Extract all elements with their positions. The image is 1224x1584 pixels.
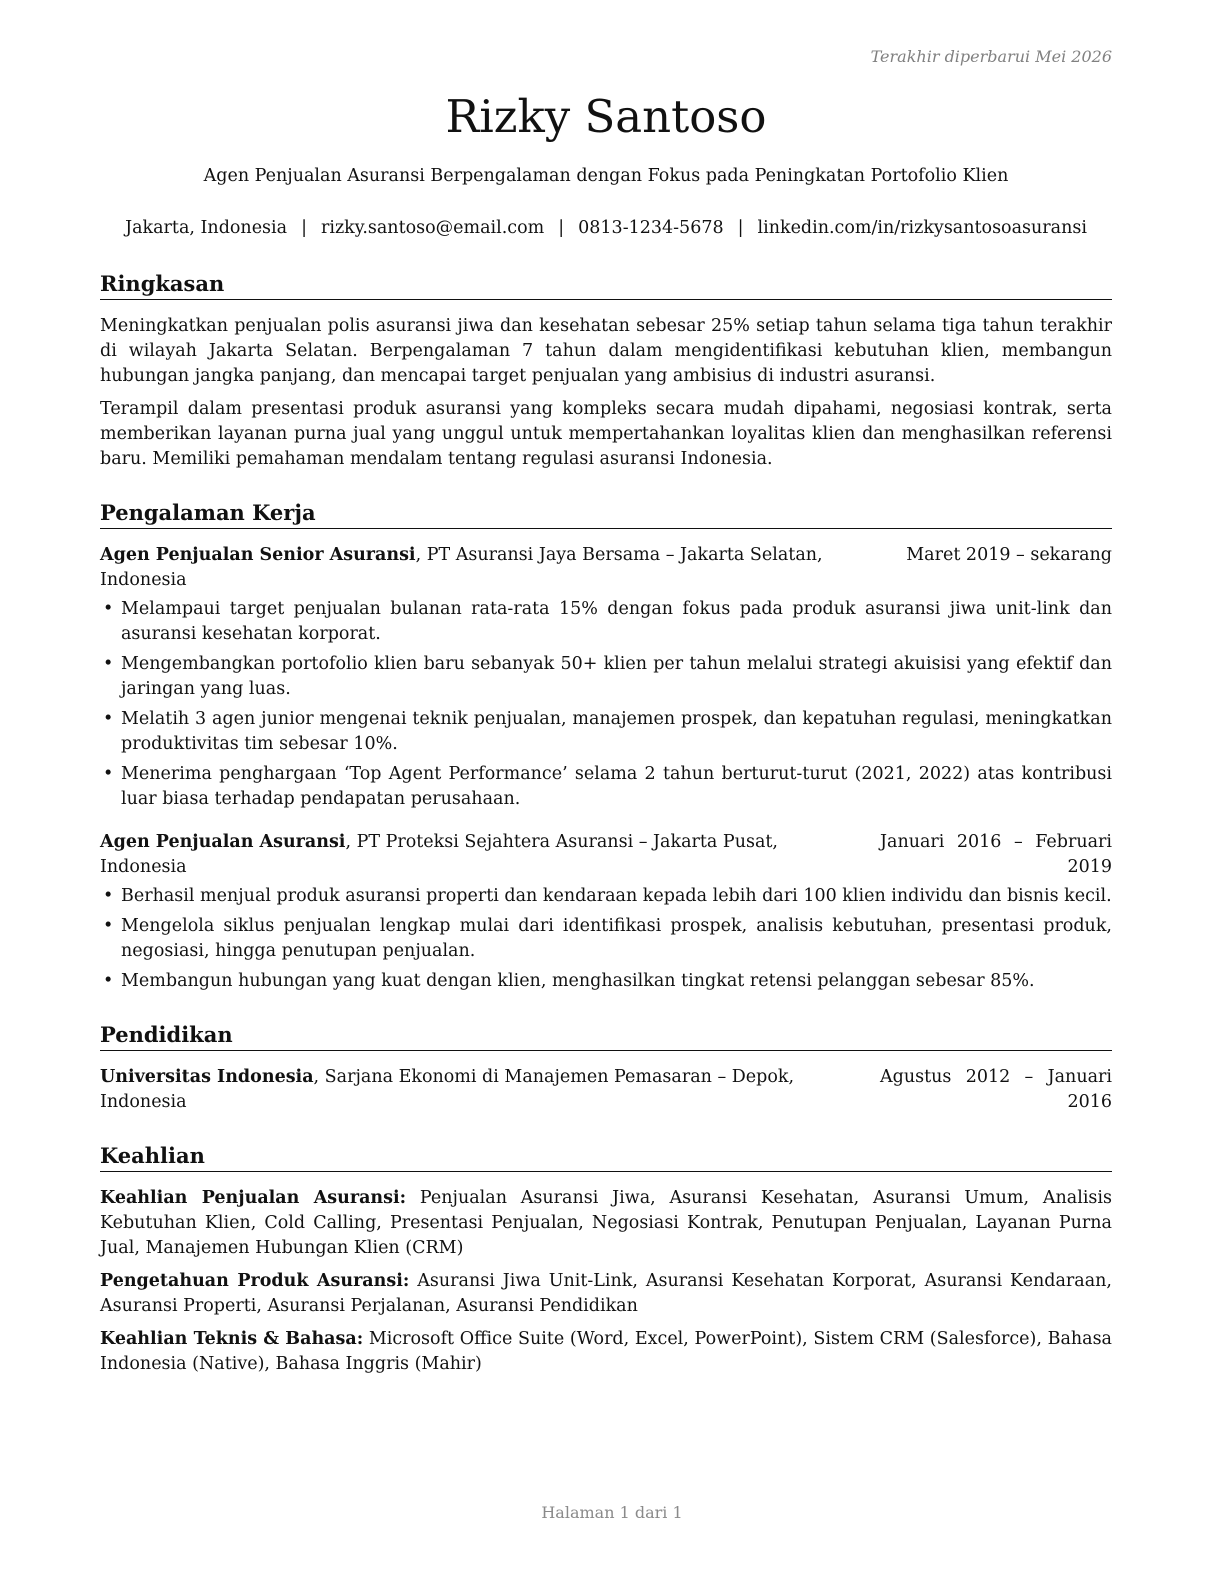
job-role-company: [100, 543, 882, 593]
job-company: , PT Asuransi Jaya Bersama – Jakarta Selatan, Indonesia: [100, 545, 823, 590]
contact-line: [100, 216, 1112, 241]
contact-separator: |: [558, 218, 565, 238]
summary-paragraph: Meningkatkan penjualan polis asuransi jiwa dan kesehatan sebesar 25% setiap tahun selama tiga tahun terakhir di wilayah Jakarta Selatan. Berpengalaman 7 tahun dalam mengidentifikasi kebutuhan klien, membangun hubungan jangka panjang, dan mencapai target penjualan yang ambisius di industri asuransi.: [100, 316, 1112, 386]
job-entry: [100, 830, 1112, 994]
job-role: Agen Penjualan Senior Asuransi: [100, 545, 416, 565]
list-item: [100, 652, 1112, 702]
job-entry: [100, 543, 1112, 812]
bullet-text: Mengembangkan portofolio klien baru sebanyak 50+ klien per tahun melalui strategi akuisisi yang efektif dan jaringan yang luas.: [121, 654, 1112, 699]
skill-text: Penjualan Asuransi Jiwa, Asuransi Kesehatan, Asuransi Umum, Analisis Kebutuhan Klien, Cold Calling, Presentasi Penjualan, Negosiasi Kontrak, Penutupan Penjualan, Layanan Purna Jual, Manajemen Hubungan Klien (CRM): [100, 1188, 1112, 1258]
bullet-icon: •: [103, 599, 114, 619]
job-company: , PT Proteksi Sejahtera Asuransi – Jakarta Pusat, Indonesia: [100, 832, 778, 877]
last-updated-note: Terakhir diperbarui Mei 2026: [870, 47, 1112, 66]
job-role-company: [100, 830, 856, 880]
contact-separator: |: [737, 218, 744, 238]
list-item: [100, 884, 1112, 909]
list-item: [100, 707, 1112, 757]
bullet-text: Membangun hubungan yang kuat dengan klien, menghasilkan tingkat retensi pelanggan sebesar 85%.: [121, 971, 1035, 991]
job-role: Agen Penjualan Asuransi: [100, 832, 346, 852]
job-dates: Maret 2019 – sekarang: [906, 545, 1112, 565]
section-title-skills: Keahlian: [100, 1143, 1112, 1172]
job-dates: Januari 2016 – Februari 2019: [880, 832, 1112, 877]
contact-location: Jakarta, Indonesia: [125, 218, 288, 238]
education-dates: Agustus 2012 – Januari 2016: [880, 1067, 1112, 1112]
resume-page: [100, 86, 1112, 1385]
job-header: [100, 830, 1112, 880]
education-school: Universitas Indonesia: [100, 1067, 314, 1087]
skill-group: [100, 1186, 1112, 1261]
list-item: [100, 969, 1112, 994]
bullet-text: Melatih 3 agen junior mengenai teknik penjualan, manajemen prospek, dan kepatuhan regulasi, meningkatkan produktivitas tim sebesar 10%.: [121, 709, 1112, 754]
bullet-icon: •: [103, 886, 114, 906]
education-degree: , Sarjana Ekonomi di Manajemen Pemasaran – Depok, Indonesia: [100, 1067, 795, 1112]
bullet-text: Melampaui target penjualan bulanan rata-rata 15% dengan fokus pada produk asuransi jiwa unit-link dan asuransi kesehatan korporat.: [121, 599, 1112, 644]
contact-linkedin[interactable]: linkedin.com/in/rizkysantosoasuransi: [757, 218, 1087, 238]
summary-paragraph: Terampil dalam presentasi produk asuransi yang kompleks secara mudah dipahami, negosiasi kontrak, serta memberikan layanan purna jual yang unggul untuk mempertahankan loyalitas klien dan menghasilkan referensi baru. Memiliki pemahaman mendalam tentang regulasi asuransi Indonesia.: [100, 399, 1112, 469]
skill-group: [100, 1269, 1112, 1319]
section-title-summary: Ringkasan: [100, 271, 1112, 300]
bullet-icon: •: [103, 916, 114, 936]
skill-label: Keahlian Teknis & Bahasa:: [100, 1329, 364, 1349]
education-school-degree: [100, 1065, 856, 1115]
page-number: Halaman 1 dari 1: [541, 1503, 683, 1522]
bullet-icon: •: [103, 654, 114, 674]
job-header: [100, 543, 1112, 593]
skill-group: [100, 1327, 1112, 1377]
bullet-icon: •: [103, 764, 114, 784]
list-item: [100, 914, 1112, 964]
contact-separator: |: [301, 218, 307, 238]
list-item: [100, 762, 1112, 812]
section-title-education: Pendidikan: [100, 1022, 1112, 1051]
list-item: [100, 597, 1112, 647]
bullet-text: Menerima penghargaan ‘Top Agent Performance’ selama 2 tahun berturut-turut (2021, 2022) atas kontribusi luar biasa terhadap pendapatan perusahaan.: [121, 764, 1112, 809]
skill-label: Pengetahuan Produk Asuransi:: [100, 1271, 410, 1291]
contact-phone: 0813-1234-5678: [578, 218, 724, 238]
skill-label: Keahlian Penjualan Asuransi:: [100, 1188, 407, 1208]
tagline: Agen Penjualan Asuransi Berpengalaman dengan Fokus pada Peningkatan Portofolio Klien: [203, 166, 1009, 186]
job-bullets: [100, 597, 1112, 812]
candidate-name: Rizky Santoso: [445, 90, 767, 143]
skill-text: Asuransi Jiwa Unit-Link, Asuransi Kesehatan Korporat, Asuransi Kendaraan, Asuransi Properti, Asuransi Perjalanan, Asuransi Pendidikan: [100, 1271, 1112, 1316]
job-bullets: [100, 884, 1112, 994]
skill-text: Microsoft Office Suite (Word, Excel, PowerPoint), Sistem CRM (Salesforce), Bahasa Indonesia (Native), Bahasa Inggris (Mahir): [100, 1329, 1112, 1374]
contact-email[interactable]: rizky.santoso@email.com: [320, 218, 545, 238]
bullet-text: Berhasil menjual produk asuransi properti dan kendaraan kepada lebih dari 100 klien individu dan bisnis kecil.: [121, 886, 1112, 906]
section-title-experience: Pengalaman Kerja: [100, 500, 1112, 529]
bullet-icon: •: [103, 709, 114, 729]
education-entry: [100, 1065, 1112, 1115]
bullet-icon: •: [103, 971, 114, 991]
bullet-text: Mengelola siklus penjualan lengkap mulai dari identifikasi prospek, analisis kebutuhan, presentasi produk, negosiasi, hingga penutupan penjualan.: [121, 916, 1112, 961]
